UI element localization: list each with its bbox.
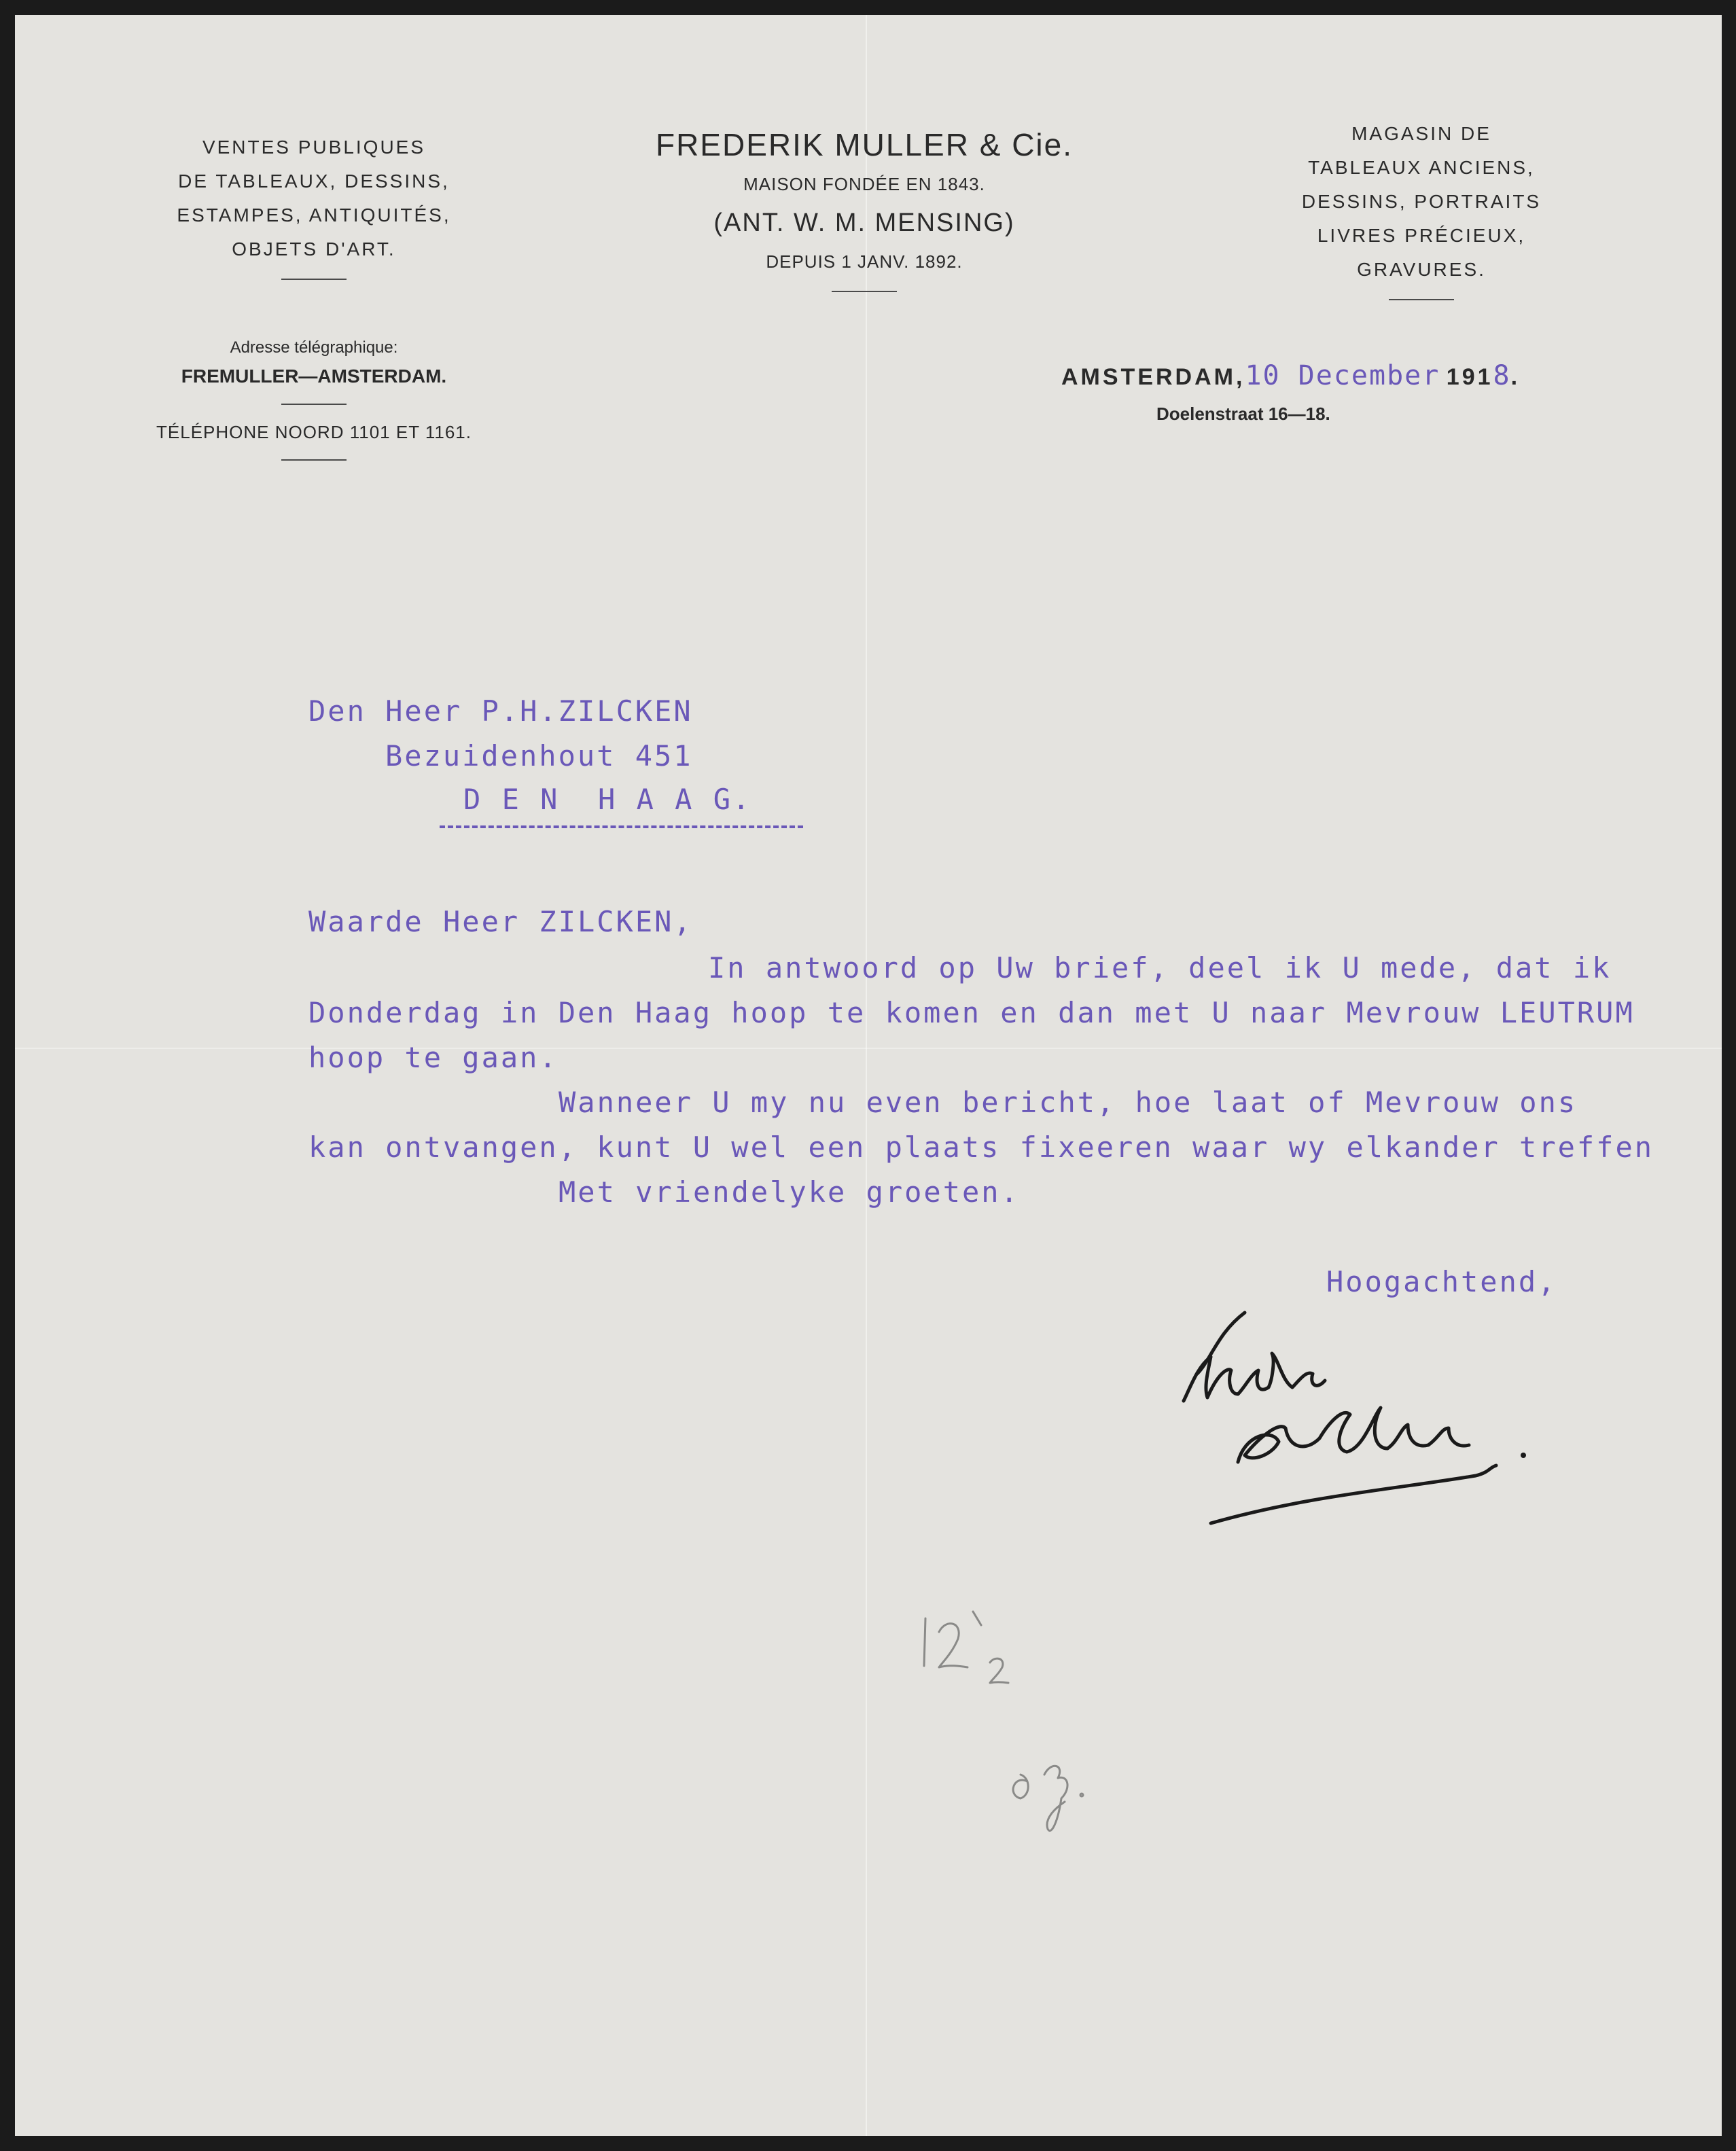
- letterhead-left: [110, 130, 518, 292]
- date-year-typed: 8: [1493, 360, 1511, 391]
- body-line: In antwoord op Uw brief, deel ik U mede, dat ik: [708, 951, 1612, 984]
- fold-line-vertical: [866, 15, 867, 2136]
- telegraphic-label: Adresse télégraphique:: [230, 338, 398, 357]
- date-city: AMSTERDAM,: [1061, 364, 1245, 390]
- signature: [1170, 1292, 1578, 1578]
- body-line: Wanneer U my nu even bericht, hoe laat of Mevrouw ons: [559, 1086, 1578, 1119]
- letterhead-left-line: ESTAMPES, ANTIQUITÉS,: [177, 205, 451, 226]
- letterhead-left-line: OBJETS D'ART.: [232, 238, 396, 260]
- telegraphic-address: FREMULLER—AMSTERDAM.: [181, 366, 447, 387]
- telephone-line: TÉLÉPHONE NOORD 1101 ET 1161.: [156, 422, 472, 442]
- letterhead-right-line: LIVRES PRÉCIEUX,: [1317, 225, 1526, 246]
- letterhead-right-line: GRAVURES.: [1357, 259, 1486, 280]
- divider: [281, 404, 347, 405]
- body-line: hoop te gaan.: [308, 1041, 559, 1074]
- underline-dashes: [440, 825, 803, 828]
- letterhead-right: [1238, 117, 1605, 313]
- body-line: Donderdag in Den Haag hoop te komen en dan met U naar Mevrouw LEUTRUM: [308, 996, 1635, 1029]
- date-line: [1061, 360, 1520, 391]
- letter-sheet: [15, 15, 1722, 2136]
- recipient-line-1: Den Heer P.H.ZILCKEN: [308, 694, 693, 728]
- letterhead-right-line: TABLEAUX ANCIENS,: [1308, 157, 1535, 178]
- date-typed: 10 December: [1245, 360, 1440, 391]
- closing: Hoogachtend,: [1326, 1265, 1557, 1298]
- date-end: .: [1510, 364, 1521, 390]
- divider: [1389, 299, 1454, 300]
- pencil-notes: [905, 1591, 1109, 1877]
- since-line: DEPUIS 1 JANV. 1892.: [766, 251, 963, 272]
- salutation: Waarde Heer ZILCKEN,: [308, 905, 693, 938]
- recipient-line-2: Bezuidenhout 451: [385, 739, 693, 772]
- firm-name: FREDERIK MULLER & Cie.: [655, 127, 1073, 162]
- letterhead-left-line: VENTES PUBLIQUES: [202, 137, 426, 158]
- divider: [281, 459, 347, 461]
- recipient-line-3: D E N H A A G.: [463, 783, 752, 816]
- letterhead-right-line: MAGASIN DE: [1351, 123, 1491, 144]
- founded-line: MAISON FONDÉE EN 1843.: [743, 174, 985, 194]
- date-year-printed: 191: [1446, 364, 1493, 390]
- letterhead-center: [592, 122, 1136, 304]
- letterhead-right-line: DESSINS, PORTRAITS: [1301, 191, 1542, 212]
- proprietor-line: (ANT. W. M. MENSING): [713, 209, 1015, 237]
- fold-line-horizontal: [15, 1048, 1722, 1049]
- body-line: kan ontvangen, kunt U wel een plaats fixeeren waar wy elkander treffen: [308, 1131, 1654, 1164]
- street-address: Doelenstraat 16—18.: [1156, 404, 1330, 424]
- letterhead-left-line: DE TABLEAUX, DESSINS,: [178, 171, 450, 192]
- contact-block: [110, 334, 518, 473]
- body-line: Met vriendelyke groeten.: [559, 1175, 1020, 1209]
- divider: [281, 279, 347, 280]
- divider: [832, 291, 897, 292]
